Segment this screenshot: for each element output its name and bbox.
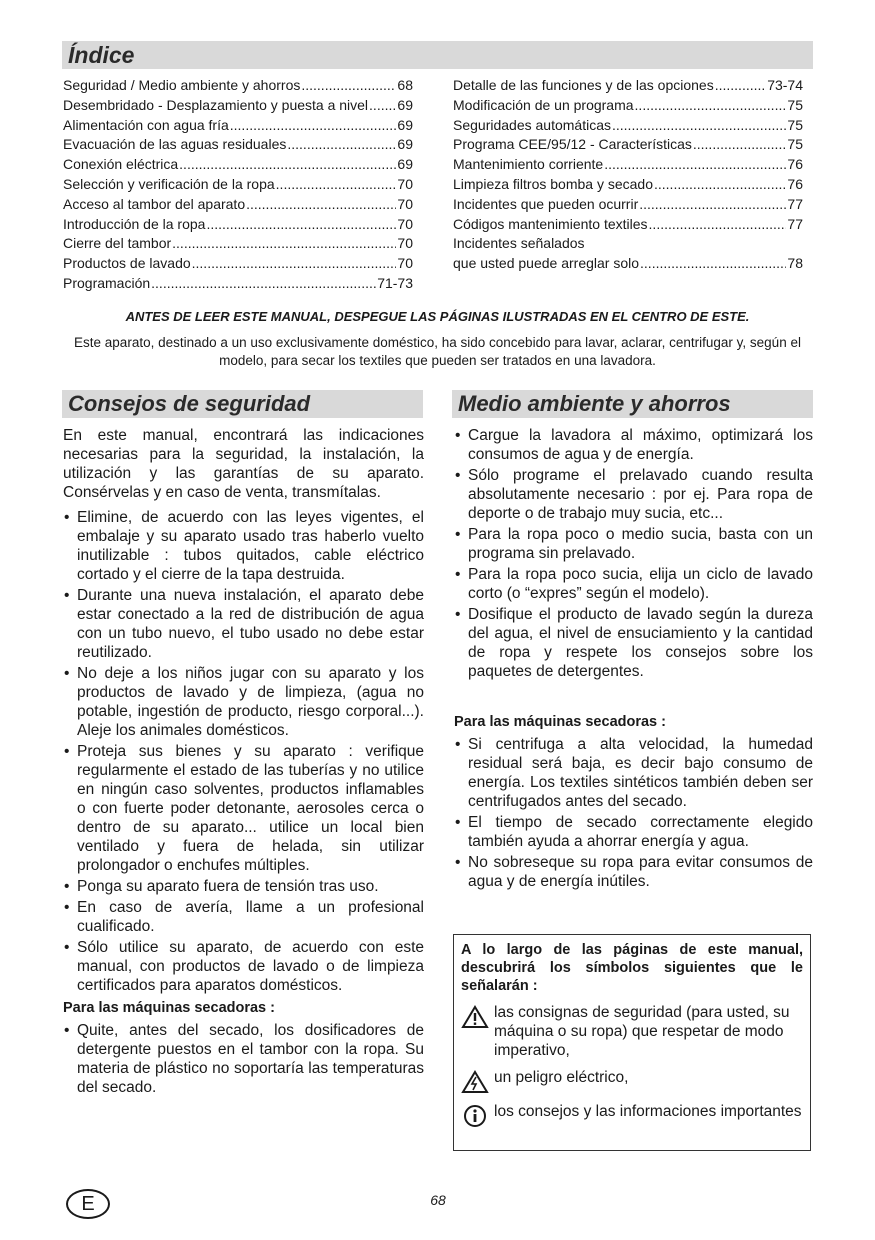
toc-entry-title: Alimentación con agua fría (63, 116, 229, 133)
symbol-row-electric (461, 1068, 803, 1094)
toc-leader-dots (179, 155, 396, 175)
environment-dryer-bullet: • El tiempo de secado correctamente elegido también ayuda a ahorrar energía y agua. (454, 813, 813, 851)
symbol-row-safety (461, 1003, 803, 1060)
toc-entry (453, 76, 803, 96)
environment-title-band (452, 390, 813, 418)
warning-triangle-icon (461, 1005, 489, 1029)
toc-leader-dots (246, 195, 396, 215)
toc-entry-page: 69 (397, 96, 413, 113)
toc-leader-dots (192, 254, 397, 274)
toc-leader-dots (612, 116, 786, 136)
toc-leader-dots (715, 76, 766, 96)
toc-entry-title: Conexión eléctrica (63, 156, 179, 173)
toc-entry (63, 96, 413, 116)
environment-bullet-list (454, 426, 813, 681)
toc-entry-title: que usted puede arreglar solo (453, 255, 640, 272)
language-badge: E (66, 1189, 110, 1219)
toc-entry-title: Evacuación de las aguas residuales (63, 136, 287, 153)
toc-entry-page: 77 (787, 195, 803, 212)
toc-entry (63, 116, 413, 136)
safety-bullet: • Sólo utilice su aparato, de acuerdo con este manual, con productos de lavado o de limpieza certificados para aparatos domésticos. (63, 938, 424, 995)
appliance-intro: Este aparato, destinado a un uso exclusivamente doméstico, ha sido concebido para lavar, aclarar, centrifugar y, según el modelo, para secar los textiles que pueden ser tratados en una lavadora. (74, 335, 801, 368)
toc-entry (453, 175, 803, 195)
safety-dryer-bullet-list (63, 1021, 424, 1097)
toc-leader-dots (369, 96, 396, 116)
toc-entry-title: Limpieza filtros bomba y secado (453, 175, 653, 192)
toc-entry (453, 135, 803, 155)
toc-leader-dots (287, 135, 396, 155)
toc-entry-page: 75 (787, 96, 803, 113)
safety-title-band (62, 390, 423, 418)
toc-entry-page: 68 (397, 77, 413, 93)
toc-leader-dots (654, 175, 786, 195)
symbol-text-safety: las consignas de seguridad (para usted, su máquina o su ropa) que respetar de modo imperativo, (494, 1004, 790, 1059)
read-before-warning: ANTES DE LEER ESTE MANUAL, DESPEGUE LAS PÁGINAS ILUSTRADAS EN EL CENTRO DE ESTE. (125, 309, 750, 324)
symbol-text-electric: un peligro eléctrico, (494, 1069, 629, 1086)
toc-entry (63, 155, 413, 175)
toc-entry-title: Detalle de las funciones y de las opciones (453, 77, 714, 93)
toc-entry-title: Acceso al tambor del aparato (63, 195, 246, 212)
toc-entry (63, 254, 413, 274)
toc-entry (63, 274, 413, 294)
index-title-band (62, 41, 813, 69)
environment-bullet: • Sólo programe el prelavado cuando resulta absolutamente necesario : por ej. Para ropa de deporte o de trabajo muy sucia, etc... (454, 466, 813, 523)
index-title: Índice (68, 42, 135, 68)
toc-entry-page: 70 (397, 215, 413, 232)
toc-entry-title: Introducción de la ropa (63, 215, 206, 232)
toc-entry-title: Productos de lavado (63, 255, 191, 272)
toc-leader-dots (151, 274, 376, 294)
toc-entry-page: 70 (397, 255, 413, 272)
toc-entry (63, 76, 413, 96)
safety-bullet-list (63, 508, 424, 995)
toc-leader-dots (639, 195, 786, 215)
toc-entry-page: 78 (787, 255, 803, 272)
toc-entry-title: Incidentes que pueden ocurrir (453, 195, 639, 212)
toc-entry-page: 77 (787, 215, 803, 232)
toc-entry-page: 70 (397, 235, 413, 252)
environment-dryer-bullet: • No sobreseque su ropa para evitar consumos de agua y de energía inútiles. (454, 853, 813, 891)
toc-entry-title: Desembridado - Desplazamiento y puesta a nivel (63, 96, 369, 113)
safety-bullet: • En caso de avería, llame a un profesional cualificado. (63, 898, 424, 936)
toc-entry (453, 155, 803, 175)
toc-entry-page: 75 (787, 116, 803, 133)
toc-entry-page: 69 (397, 136, 413, 153)
safety-dryer-heading: Para las máquinas secadoras : (63, 1000, 275, 1016)
toc-entry (63, 234, 413, 254)
symbols-legend-box (453, 934, 811, 1151)
toc-entry (453, 215, 803, 235)
toc-entry (63, 195, 413, 215)
safety-intro: En este manual, encontrará las indicaciones necesarias para la seguridad, la instalación, la utilización y las garantías de su aparato. Consérvelas y en caso de venta, transmítalas. (63, 427, 424, 501)
toc-leader-dots (230, 116, 397, 136)
symbol-row-info (461, 1102, 803, 1128)
toc-entry-title: Cierre del tambor (63, 235, 172, 252)
toc-entry (453, 254, 803, 274)
environment-bullet: • Dosifique el producto de lavado según la dureza del agua, el nivel de ensuciamiento y la cantidad de ropa y respete los consejos sobre los paquetes de detergentes. (454, 605, 813, 681)
toc-entry (63, 175, 413, 195)
safety-bullet: • No deje a los niños jugar con su aparato y los productos de lavado y de limpieza, (agua no potable, ingestión de producto, riesgo corporal...). Aleje los animales domésticos. (63, 664, 424, 740)
toc-entry (63, 135, 413, 155)
symbols-intro: A lo largo de las páginas de este manual, descubrirá los símbolos siguientes que le señalarán : (461, 942, 803, 994)
toc-entry (63, 215, 413, 235)
toc-entry (453, 195, 803, 215)
safety-bullet: • Elimine, de acuerdo con las leyes vigentes, el embalaje y su aparato usado tras haberlo vuelto inutilizable : tubos quitados, cable eléctrico cortado y el cierre de la tapa destruida. (63, 508, 424, 584)
environment-dryer-bullet: • Si centrifuga a alta velocidad, la humedad residual será baja, es decir bajo consumo de energía. Los textiles sintéticos también deben ser centrifugados antes del secado. (454, 735, 813, 811)
safety-bullet: • Proteja sus bienes y su aparato : verifique regularmente el estado de las tuberías y no utilice en ningún caso solventes, productos inflamables o con fuerte poder detonante, aerosoles cerca o dentro de su aparato... utilice un local bien ventilado y fuera de helada, sin utilizar prolongador o enchufes múltiples. (63, 742, 424, 875)
toc-entry-title: Programación (63, 274, 151, 291)
safety-section (63, 426, 424, 1099)
toc-leader-dots (604, 155, 786, 175)
toc-right-column (453, 76, 803, 274)
safety-title: Consejos de seguridad (68, 391, 311, 416)
toc-entry-page: 70 (397, 175, 413, 192)
toc-leader-dots (693, 135, 787, 155)
toc-entry-title: Mantenimiento corriente (453, 156, 604, 173)
toc-right-rows (453, 76, 803, 234)
safety-bullet: • Ponga su aparato fuera de tensión tras uso. (63, 877, 424, 896)
info-icon (461, 1104, 489, 1128)
toc-entry-title: Modificación de un programa (453, 96, 634, 113)
toc-entry-title: Seguridades automáticas (453, 116, 611, 133)
toc-entry (453, 116, 803, 136)
toc-entry-title: Incidentes señalados (453, 235, 585, 252)
environment-section (454, 426, 813, 893)
toc-leader-dots (206, 215, 396, 235)
toc-entry-page: 70 (397, 195, 413, 212)
toc-left-column (63, 76, 413, 294)
safety-bullet: • Durante una nueva instalación, el aparato debe estar conectado a la red de distribución de agua con un tubo nuevo, el tubo usado no debe estar reutilizado. (63, 586, 424, 662)
toc-leader-dots (635, 96, 787, 116)
toc-entry (453, 96, 803, 116)
environment-dryer-bullet-list (454, 735, 813, 891)
toc-entry-page: 73-74 (767, 77, 803, 93)
environment-bullet: • Para la ropa poco sucia, elija un ciclo de lavado corto (o “expres” según el modelo). (454, 565, 813, 603)
symbol-text-info: los consejos y las informaciones importantes (494, 1103, 802, 1120)
toc-entry-page: 69 (397, 156, 413, 173)
toc-entry-page: 75 (787, 136, 803, 153)
environment-dryer-heading: Para las máquinas secadoras : (454, 714, 666, 730)
toc-entry-title: Selección y verificación de la ropa (63, 175, 275, 192)
toc-leader-dots (276, 175, 397, 195)
toc-entry-page: 76 (787, 175, 803, 192)
toc-leader-dots (640, 254, 786, 274)
electric-hazard-icon (461, 1070, 489, 1094)
page-number: 68 (430, 1192, 446, 1208)
safety-dryer-bullet: • Quite, antes del secado, los dosificadores de detergente puestos en el tambor con la ropa. Su materia de plástico no soportaría las temperaturas del secado. (63, 1021, 424, 1097)
toc-entry-title: Seguridad / Medio ambiente y ahorros (63, 77, 301, 93)
environment-title: Medio ambiente y ahorros (458, 391, 731, 416)
toc-entry-title: Códigos mantenimiento textiles (453, 215, 648, 232)
environment-bullet: • Para la ropa poco o medio sucia, basta con un programa sin prelavado. (454, 525, 813, 563)
environment-bullet: • Cargue la lavadora al máximo, optimizará los consumos de agua y de energía. (454, 426, 813, 464)
toc-entry-title: Programa CEE/95/12 - Características (453, 136, 692, 153)
toc-entry-page: 71-73 (377, 274, 413, 291)
toc-leader-dots (649, 215, 787, 235)
toc-leader-dots (301, 76, 396, 96)
toc-entry-page: 76 (787, 156, 803, 173)
toc-entry-page: 69 (397, 116, 413, 133)
toc-leader-dots (172, 234, 396, 254)
